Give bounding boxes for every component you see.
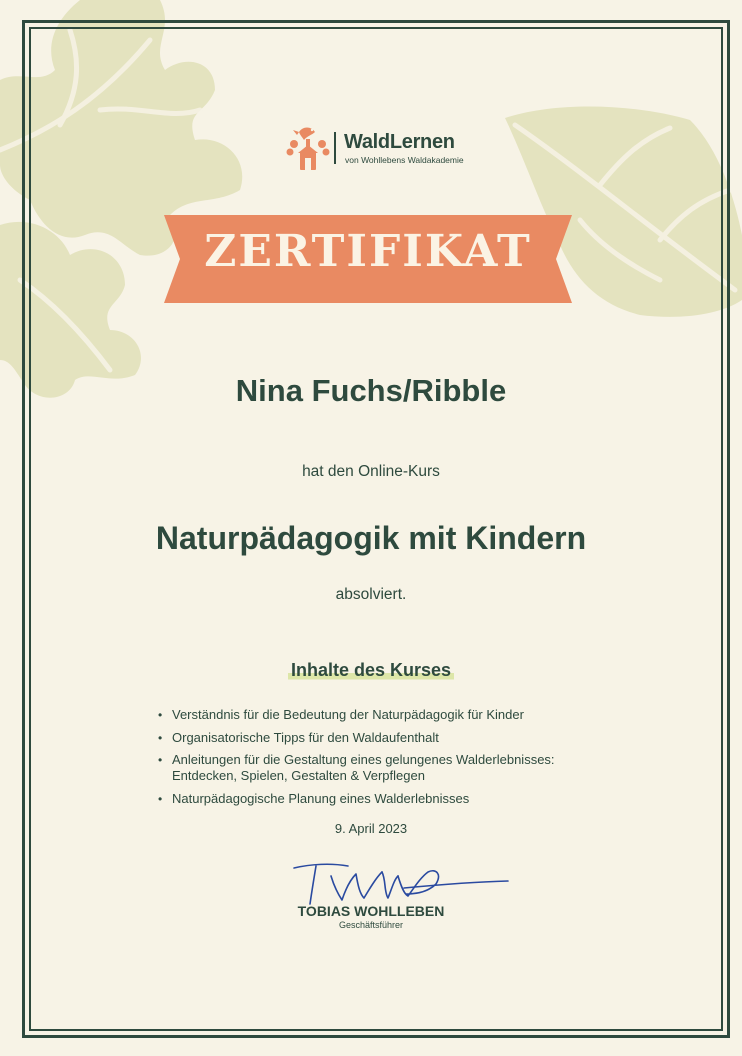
- waldlernen-logo: [285, 122, 485, 174]
- logo-title: WaldLernen: [344, 131, 455, 153]
- list-item: • Verständnis für die Bedeutung der Naturpädagogik für Kinder: [156, 707, 616, 723]
- intro-text: hat den Online-Kurs: [302, 463, 440, 480]
- contents-heading: Inhalte des Kurses: [288, 660, 454, 681]
- certificate-date: 9. April 2023: [334, 821, 408, 836]
- logo-subtitle: von Wohllebens Waldakademie: [345, 155, 464, 165]
- logo-divider: [334, 132, 336, 164]
- list-item: • Organisatorische Tipps für den Waldaufenthalt: [156, 730, 616, 746]
- signer-name: TOBIAS WOHLLEBEN: [297, 903, 445, 919]
- contents-list: [156, 707, 616, 813]
- signer-role: Geschäftsführer: [338, 920, 404, 930]
- certificate-heading: ZERTIFIKAT: [204, 226, 532, 277]
- contents-heading-wrap: [0, 660, 742, 681]
- list-item: • Naturpädagogische Planung eines Walderlebnisses: [156, 791, 616, 807]
- course-title: Naturpädagogik mit Kindern: [155, 520, 587, 556]
- bird-tree-icon: [285, 122, 331, 172]
- recipient-name: Nina Fuchs/Ribble: [235, 373, 507, 408]
- completion-text: absolviert.: [335, 586, 407, 603]
- list-item: • Anleitungen für die Gestaltung eines gelungenes Walderlebnisses: Entdecken, Spielen, Gestalten & Verpflegen: [156, 752, 616, 784]
